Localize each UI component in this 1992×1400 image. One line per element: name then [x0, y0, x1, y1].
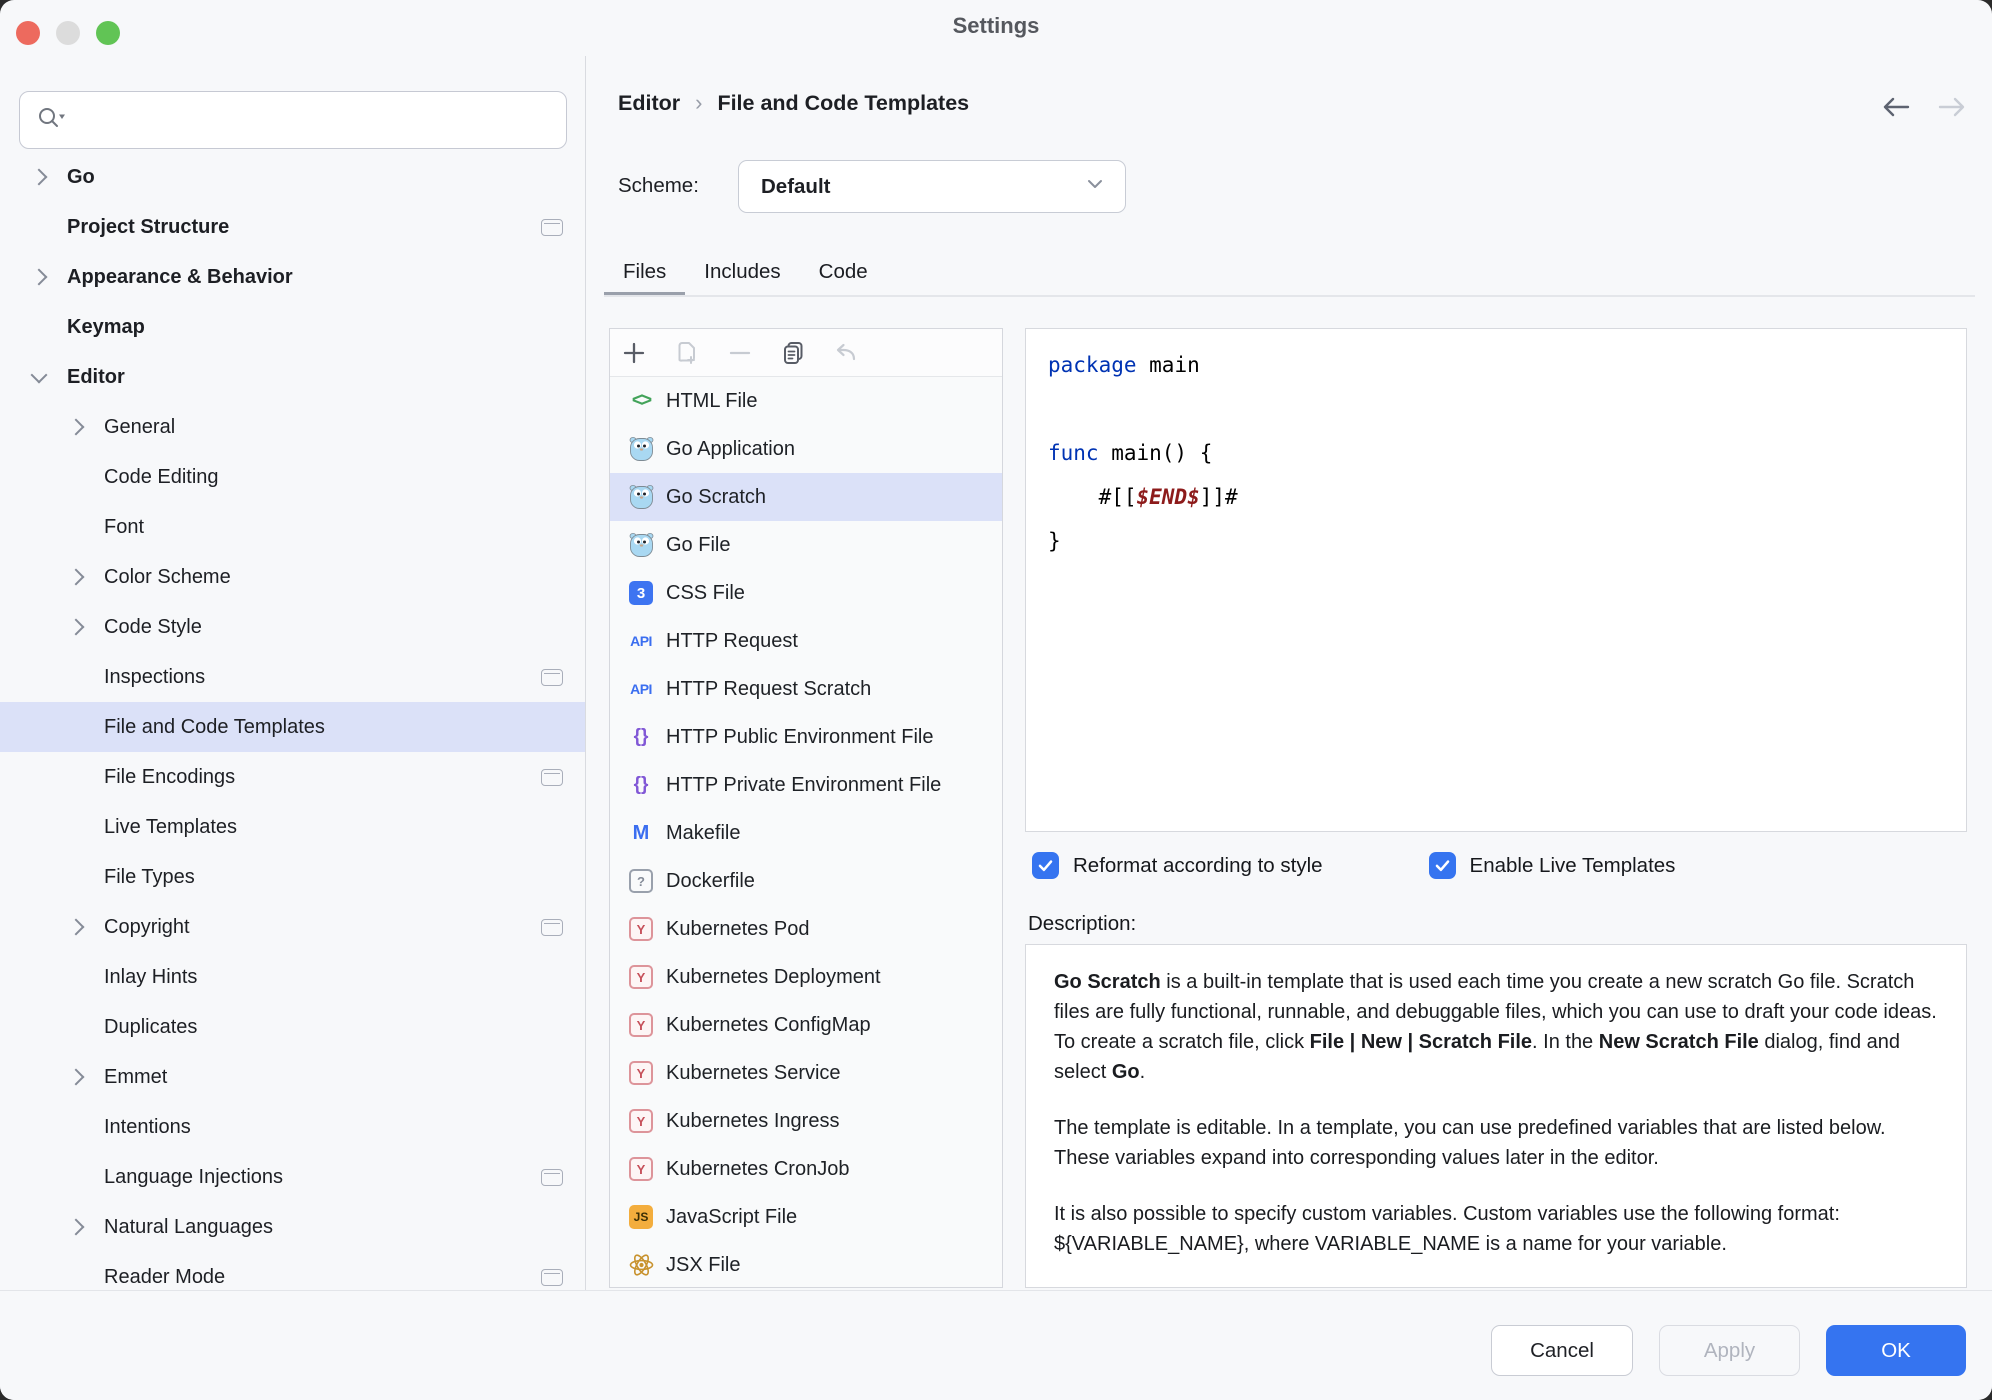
tab-separator	[604, 295, 1975, 297]
sidebar-item-label: Editor	[67, 365, 125, 388]
ide-settings-icon	[541, 1169, 563, 1186]
search-icon	[36, 105, 66, 136]
breadcrumb-editor[interactable]: Editor	[618, 90, 681, 115]
template-item-label: Makefile	[666, 821, 741, 844]
chevron-right-icon[interactable]	[68, 1219, 85, 1236]
ide-settings-icon	[541, 219, 563, 236]
template-list-panel	[609, 328, 1003, 1288]
yaml-icon: Y	[626, 1106, 656, 1136]
sidebar-item-duplicates[interactable]	[0, 1002, 585, 1052]
template-editor[interactable]	[1025, 328, 1967, 832]
template-item-label: Kubernetes Deployment	[666, 965, 881, 988]
template-item-label: Go Application	[666, 437, 795, 460]
sidebar-item-emmet[interactable]	[0, 1052, 585, 1102]
template-item-go-application[interactable]	[610, 425, 1002, 473]
sidebar-item-label: Copyright	[104, 915, 190, 938]
template-item-label: HTML File	[666, 389, 758, 412]
sidebar-item-file-and-code-templates[interactable]	[0, 702, 585, 752]
template-item-css-file[interactable]	[610, 569, 1002, 617]
gopher-icon	[626, 434, 656, 464]
template-item-label: Kubernetes CronJob	[666, 1157, 850, 1180]
gopher-icon	[626, 482, 656, 512]
ide-settings-icon	[541, 669, 563, 686]
settings-content	[586, 56, 1992, 1290]
template-list-toolbar	[610, 329, 1002, 377]
sidebar-item-label: Go	[67, 165, 95, 188]
chevron-right-icon[interactable]	[68, 1069, 85, 1086]
sidebar-item-label: Reader Mode	[104, 1265, 226, 1288]
checkbox-checked-icon	[1032, 852, 1059, 879]
settings-tree	[0, 152, 585, 1290]
chevron-right-icon[interactable]	[68, 569, 85, 586]
sidebar-item-label: Natural Languages	[104, 1215, 274, 1238]
yaml-icon: Y	[626, 962, 656, 992]
sidebar-item-project-structure[interactable]	[0, 202, 585, 252]
sidebar-item-copyright[interactable]	[0, 902, 585, 952]
chevron-right-icon[interactable]	[68, 419, 85, 436]
yaml-icon: Y	[626, 1010, 656, 1040]
sidebar-item-file-types[interactable]	[0, 852, 585, 902]
chevron-down-icon[interactable]	[31, 366, 48, 383]
tab-bar	[604, 250, 887, 296]
template-item-jsx-file[interactable]	[610, 1241, 1002, 1288]
yaml-icon: Y	[626, 1058, 656, 1088]
template-item-label: Go Scratch	[666, 485, 767, 508]
sidebar-item-label: Font	[104, 515, 145, 538]
template-item-kubernetes-ingress[interactable]	[610, 1097, 1002, 1145]
api-icon: API	[630, 681, 652, 697]
live-templates-checkbox-label: Enable Live Templates	[1469, 853, 1676, 877]
template-item-label: CSS File	[666, 581, 745, 604]
sidebar-item-label: Intentions	[104, 1115, 191, 1138]
description-paragraph: It is also possible to specify custom variables. Custom variables use the following format: ${VARIABLE_NAME}, where VARIABLE_NAME is a name for your variable.	[1054, 1203, 1840, 1255]
sidebar-item-label: Inlay Hints	[104, 965, 198, 988]
add-icon[interactable]	[621, 340, 647, 366]
code-line: }	[1048, 529, 1061, 553]
sidebar-item-inlay-hints[interactable]	[0, 952, 585, 1002]
chevron-right-icon[interactable]	[31, 169, 48, 186]
description-box	[1025, 944, 1967, 1288]
sidebar-item-label: Duplicates	[104, 1015, 198, 1038]
template-item-kubernetes-deployment[interactable]	[610, 953, 1002, 1001]
cancel-button[interactable]: Cancel	[1491, 1325, 1633, 1376]
settings-sidebar	[0, 56, 586, 1290]
code-line: func main() {	[1048, 441, 1213, 465]
sidebar-item-label: File and Code Templates	[104, 715, 325, 738]
sidebar-item-language-injections[interactable]	[0, 1152, 585, 1202]
sidebar-item-keymap[interactable]	[0, 302, 585, 352]
back-button[interactable]	[1880, 94, 1912, 120]
tab-includes[interactable]: Includes	[704, 260, 781, 283]
sidebar-item-editor[interactable]	[0, 352, 585, 402]
template-item-kubernetes-pod[interactable]	[610, 905, 1002, 953]
description-paragraph: Go Scratch is a built-in template that is used each time you create a new scratch Go file. Scratch files are fully functional, runnable, and debuggable files, which you can use to draft your code ideas. To create a scratch file, click File | New | Scratch File. In the New Scratch File dialog, find and select Go.	[1054, 971, 1937, 1083]
react-icon	[626, 1250, 656, 1280]
sidebar-item-general[interactable]	[0, 402, 585, 452]
reformat-checkbox[interactable]	[1032, 852, 1323, 879]
sidebar-item-code-editing[interactable]	[0, 452, 585, 502]
code-line: #[[$END$]]#	[1048, 485, 1238, 509]
template-item-http-request-scratch[interactable]	[610, 665, 1002, 713]
tab-code[interactable]: Code	[818, 260, 868, 283]
live-templates-checkbox[interactable]	[1429, 852, 1676, 879]
template-item-label: HTTP Public Environment File	[666, 725, 934, 748]
sidebar-item-label: Color Scheme	[104, 565, 231, 588]
sidebar-item-code-style[interactable]	[0, 602, 585, 652]
template-item-label: Kubernetes ConfigMap	[666, 1013, 871, 1036]
search-input[interactable]	[74, 108, 566, 133]
ide-settings-icon	[541, 1269, 563, 1286]
template-item-label: HTTP Request Scratch	[666, 677, 872, 700]
gopher-icon	[626, 530, 656, 560]
css-icon: 3	[626, 578, 656, 608]
template-item-http-public-environment-file[interactable]	[610, 713, 1002, 761]
sidebar-item-label: File Types	[104, 865, 195, 888]
template-list	[610, 377, 1002, 1288]
sidebar-item-label: Inspections	[104, 665, 206, 688]
sidebar-item-inspections[interactable]	[0, 652, 585, 702]
description-label: Description:	[1028, 912, 1137, 935]
template-item-label: JavaScript File	[666, 1205, 798, 1228]
description-paragraph: The template is editable. In a template, you can use predefined variables that are listed below. These variables expand into corresponding values later in the editor.	[1054, 1117, 1886, 1169]
sidebar-item-appearance-behavior[interactable]	[0, 252, 585, 302]
sidebar-item-label: File Encodings	[104, 765, 236, 788]
code-line	[1048, 387, 1966, 431]
api-icon: API	[630, 633, 652, 649]
scheme-select[interactable]	[738, 160, 1126, 213]
template-item-kubernetes-cronjob[interactable]	[610, 1145, 1002, 1193]
sidebar-item-go[interactable]	[0, 152, 585, 202]
ide-settings-icon	[541, 919, 563, 936]
checkbox-checked-icon	[1429, 852, 1456, 879]
html-icon: <>	[631, 390, 651, 411]
template-item-javascript-file[interactable]	[610, 1193, 1002, 1241]
settings-search-box[interactable]	[19, 91, 567, 149]
sidebar-item-file-encodings[interactable]	[0, 752, 585, 802]
sidebar-item-label: Appearance & Behavior	[67, 265, 293, 288]
forward-button[interactable]	[1936, 94, 1968, 120]
sidebar-item-label: Keymap	[67, 315, 145, 338]
template-item-makefile[interactable]	[610, 809, 1002, 857]
scheme-value: Default	[761, 174, 831, 198]
template-item-kubernetes-service[interactable]	[610, 1049, 1002, 1097]
window-title: Settings	[952, 13, 1040, 38]
chevron-down-icon	[1085, 177, 1105, 196]
sidebar-item-live-templates[interactable]	[0, 802, 585, 852]
yaml-icon: Y	[626, 1154, 656, 1184]
braces-icon: {}	[633, 774, 649, 795]
template-item-label: Kubernetes Service	[666, 1061, 841, 1084]
reformat-checkbox-label: Reformat according to style	[1073, 853, 1323, 877]
revert-icon[interactable]	[833, 340, 859, 366]
sidebar-item-natural-languages[interactable]	[0, 1202, 585, 1252]
template-item-kubernetes-configmap[interactable]	[610, 1001, 1002, 1049]
chevron-right-icon[interactable]	[31, 269, 48, 286]
scheme-label: Scheme:	[618, 174, 699, 197]
sidebar-item-reader-mode[interactable]	[0, 1252, 585, 1290]
sidebar-item-label: Project Structure	[67, 215, 230, 238]
dialog-footer	[0, 1290, 1992, 1400]
page-title: File and Code Templates	[717, 90, 970, 115]
template-item-http-private-environment-file[interactable]	[610, 761, 1002, 809]
template-item-label: HTTP Private Environment File	[666, 773, 942, 796]
sidebar-item-intentions[interactable]	[0, 1102, 585, 1152]
apply-button[interactable]: Apply	[1659, 1325, 1800, 1376]
template-item-go-file[interactable]	[610, 521, 1002, 569]
sidebar-item-label: Emmet	[104, 1065, 168, 1088]
tab-files[interactable]: Files	[604, 250, 685, 296]
copy-template-icon[interactable]	[674, 340, 700, 366]
sidebar-item-font[interactable]	[0, 502, 585, 552]
sidebar-item-label: General	[104, 415, 176, 438]
template-item-label: Dockerfile	[666, 869, 755, 892]
dockerfile-icon: ?	[626, 866, 656, 896]
copy-icon[interactable]	[780, 340, 806, 366]
template-item-label: Go File	[666, 533, 731, 556]
yaml-icon: Y	[626, 914, 656, 944]
template-item-html-file[interactable]	[610, 377, 1002, 425]
chevron-right-icon[interactable]	[68, 619, 85, 636]
code-line: package main	[1048, 353, 1200, 377]
sidebar-item-label: Language Injections	[104, 1165, 284, 1188]
sidebar-item-label: Code Editing	[104, 465, 219, 488]
template-item-http-request[interactable]	[610, 617, 1002, 665]
remove-icon[interactable]	[727, 340, 753, 366]
chevron-right-icon[interactable]	[68, 919, 85, 936]
breadcrumb	[618, 90, 969, 116]
template-item-label: JSX File	[666, 1253, 741, 1276]
braces-icon: {}	[633, 726, 649, 747]
sidebar-item-label: Live Templates	[104, 815, 238, 838]
title-bar	[0, 0, 1992, 56]
javascript-icon: JS	[626, 1202, 656, 1232]
template-item-dockerfile[interactable]	[610, 857, 1002, 905]
sidebar-item-label: Code Style	[104, 615, 202, 638]
template-item-go-scratch[interactable]	[610, 473, 1002, 521]
template-item-label: Kubernetes Pod	[666, 917, 810, 940]
breadcrumb-chevron-icon: ›	[695, 90, 703, 115]
ide-settings-icon	[541, 769, 563, 786]
ok-button[interactable]: OK	[1826, 1325, 1966, 1376]
template-item-label: Kubernetes Ingress	[666, 1109, 840, 1132]
template-item-label: HTTP Request	[666, 629, 798, 652]
sidebar-item-color-scheme[interactable]	[0, 552, 585, 602]
makefile-icon: M	[632, 821, 650, 844]
